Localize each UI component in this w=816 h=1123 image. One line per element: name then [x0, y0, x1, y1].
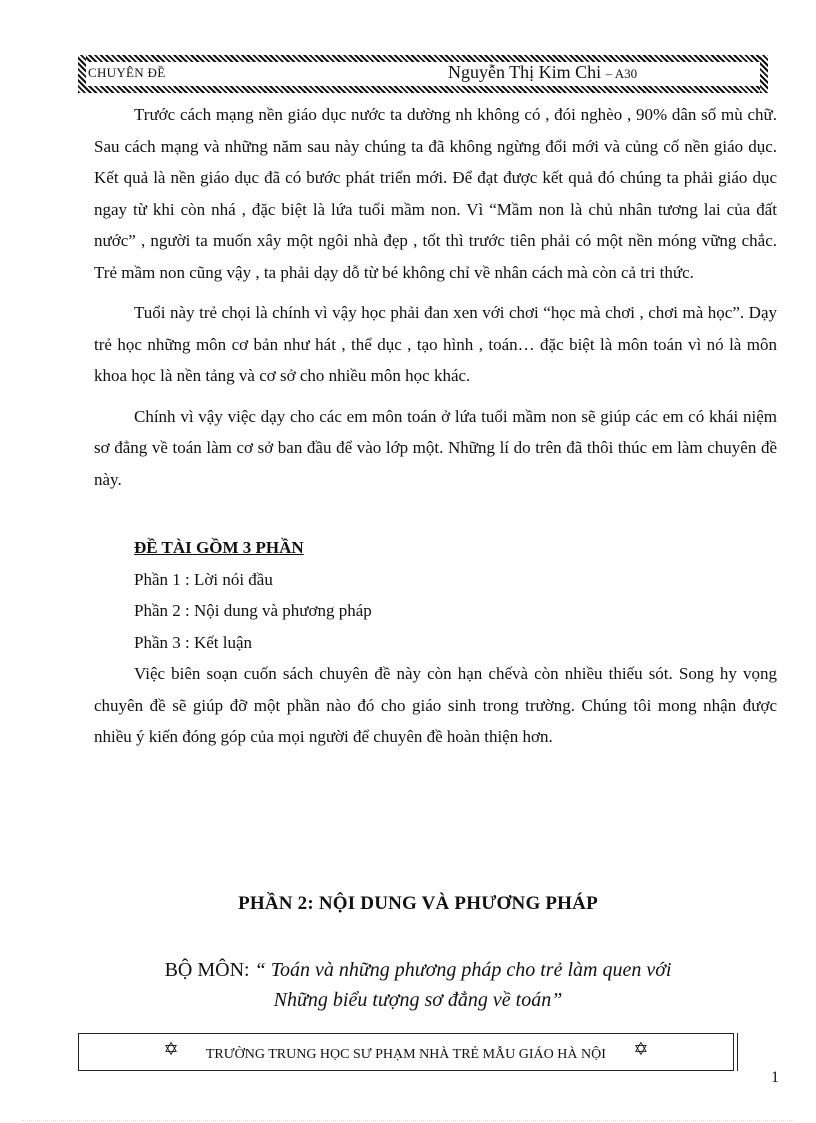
star-icon: ✡ [633, 1039, 649, 1059]
topic-part-2: Phần 2 : Nội dung và phương pháp [134, 601, 372, 620]
header-border-bottom [78, 86, 768, 93]
header-border-top [78, 55, 768, 62]
page-number: 1 [771, 1069, 779, 1086]
footer-school-name: TRƯỜNG TRUNG HỌC SƯ PHẠM NHÀ TRẺ MẪU GIÁO HÀ NỘI [205, 1047, 606, 1062]
topic-title: ĐỀ TÀI GỒM 3 PHẦN [134, 538, 304, 557]
intro-paragraph-1: Trước cách mạng nền giáo dục nước ta dường nh không có , đói nghèo , 90% dân số mù chữ. Sau cách mạng và những năm sau này chúng ta đã không ngừng đổi mới và củng cố nền giáo dục. Kết quả là nền giáo dục đã có bước phát triển mới. Để đạt được kết quả đó chúng ta phải giáo dục ngay từ khi còn nhá , đặc biệt là lứa tuổi mầm non. Vì “Mầm non là chủ nhân tương lai của đất nước” , người ta muốn xây một ngôi nhà đẹp , tốt thì trước tiên phải có một nền móng vững chắc. Trẻ mầm non cũng vậy , ta phải dạy dỗ từ bé không chỉ về nhân cách mà còn cả tri thức. [94, 105, 777, 282]
header-class-code: – A30 [605, 66, 638, 81]
footer-box [78, 1033, 734, 1071]
header-author-line [448, 62, 637, 83]
header-author: Nguyễn Thị Kim Chi [448, 62, 602, 82]
topic-part-1: Phần 1 : Lời nói đầu [134, 569, 273, 589]
part2-title: PHẦN 2: NỘI DUNG VÀ PHƯƠNG PHÁP [238, 893, 598, 914]
header-border-right [760, 55, 768, 93]
footer-row [79, 1039, 733, 1063]
header-label: CHUYÊN ĐỀ [88, 65, 166, 80]
intro-paragraph-2: Tuổi này trẻ chọi là chính vì vậy học phải đan xen với chơi “học mà chơi , chơi mà học”. Dạy trẻ học những môn cơ bản như hát , thể dục , tạo hình , toán… đặc biệt là môn toán vì nó là môn khoa học là nền tảng và cơ sở cho nhiều môn học khác. [94, 303, 777, 385]
subject-label: BỘ MÔN: [164, 959, 250, 981]
subject-line-2: Những biểu tượng sơ đẳng về toán” [273, 989, 563, 1011]
topic-part-3: Phần 3 : Kết luận [134, 632, 253, 652]
closing-paragraph: Việc biên soạn cuốn sách chuyên đề này còn hạn chếvà còn nhiều thiếu sót. Song hy vọng chuyên đề sẽ giúp đỡ một phần nào đó cho giáo sinh trong trường. Chúng tôi mong nhận được nhiều ý kiến đóng góp của mọi người để chuyên đề hoàn thiện hơn. [94, 664, 777, 746]
part2-subject [0, 955, 816, 1015]
subject-line-1: “ Toán và những phương pháp cho trẻ làm quen với [254, 959, 672, 981]
page-edge-divider [22, 1120, 794, 1121]
header-border-left [78, 55, 86, 93]
body-text [94, 99, 777, 753]
star-icon: ✡ [163, 1039, 179, 1059]
intro-paragraph-3: Chính vì vậy việc dạy cho các em môn toán ở lứa tuổi mầm non sẽ giúp các em có khái niệm sơ đẳng về toán làm cơ sở ban đầu để vào lớp một. Những lí do trên đã thôi thúc em làm chuyên đề này. [94, 406, 777, 489]
